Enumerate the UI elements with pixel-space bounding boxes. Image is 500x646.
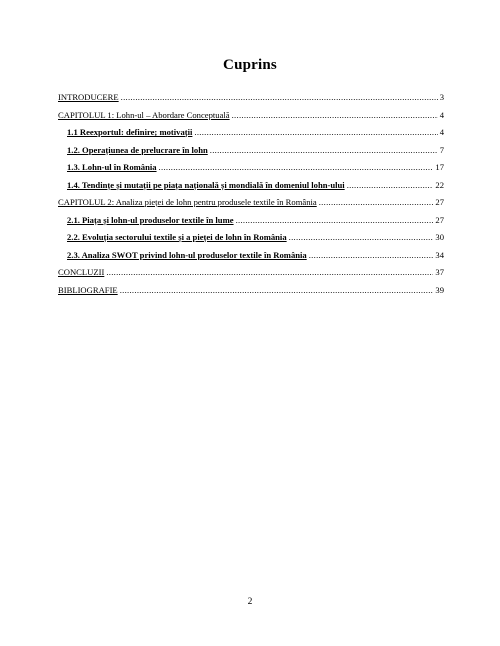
toc-entry-capitolul-2[interactable] (58, 197, 444, 207)
toc-dot-leader (194, 127, 437, 137)
toc-page-number: 37 (435, 267, 444, 277)
toc-dot-leader (210, 145, 438, 155)
toc-dot-leader (121, 92, 438, 102)
toc-page-number: 4 (439, 109, 444, 120)
toc-entry-label: BIBLIOGRAFIE (58, 284, 118, 295)
toc-entry-label: 2.3. Analiza SWOT privind lohn-ul produselor textile în România (67, 249, 307, 260)
toc-entry-1-4[interactable] (58, 180, 444, 190)
toc-dot-leader (289, 232, 434, 242)
toc-page-number: 30 (435, 232, 444, 242)
toc-entry-concluzii[interactable] (58, 267, 444, 277)
toc-entry-label: CONCLUZII (58, 267, 105, 277)
toc-page-number: 34 (435, 249, 444, 260)
toc-entry-1-3[interactable] (58, 162, 444, 172)
toc-entry-label: 1.1 Reexportul: definire; motivații (67, 127, 193, 137)
toc-dot-leader (309, 250, 434, 260)
toc-dot-leader (120, 285, 434, 295)
toc-entry-label: 2.2. Evoluția sectorului textile și a pieței de lohn în România (67, 232, 287, 242)
toc-entry-2-2[interactable] (58, 232, 444, 242)
toc-entry-label: 1.4. Tendințe și mutații pe piața națională și mondială în domeniul lohn-ului (67, 179, 345, 190)
toc-entry-capitolul-1[interactable] (58, 110, 444, 120)
toc-dot-leader (232, 110, 438, 120)
toc-page-number: 7 (439, 144, 444, 155)
toc-entry-1-1[interactable] (58, 127, 444, 137)
toc-entry-2-3[interactable] (58, 250, 444, 260)
toc-entry-label: CAPITOLUL 2: Analiza pieței de lohn pentru produsele textile în România (58, 197, 317, 207)
toc-page-number: 17 (435, 162, 444, 172)
toc-page-number: 3 (439, 92, 444, 102)
toc-entry-label: INTRODUCERE (58, 92, 119, 102)
toc-dot-leader (319, 197, 434, 207)
toc-entry-introducere[interactable] (58, 92, 444, 102)
toc-entry-1-2[interactable] (58, 145, 444, 155)
toc-page-number: 22 (435, 179, 444, 190)
toc-page-number: 4 (439, 127, 444, 137)
toc-page-number: 27 (435, 214, 444, 225)
toc-page-number: 27 (435, 197, 444, 207)
table-of-contents (58, 92, 444, 302)
toc-entry-label: 1.3. Lohn-ul în România (67, 162, 157, 172)
toc-entry-label: CAPITOLUL 1: Lohn-ul – Abordare Conceptuală (58, 109, 230, 120)
toc-entry-label: 1.2. Operațiunea de prelucrare în lohn (67, 144, 208, 155)
toc-dot-leader (347, 180, 434, 190)
toc-dot-leader (159, 162, 434, 172)
page-number: 2 (247, 597, 253, 607)
toc-entry-bibliografie[interactable] (58, 285, 444, 295)
toc-dot-leader (236, 215, 434, 225)
toc-page-number: 39 (435, 284, 444, 295)
toc-entry-label: 2.1. Piața și lohn-ul produselor textile în lume (67, 214, 234, 225)
toc-dot-leader (106, 267, 433, 277)
toc-entry-2-1[interactable] (58, 215, 444, 225)
page-title: Cuprins (223, 57, 277, 73)
